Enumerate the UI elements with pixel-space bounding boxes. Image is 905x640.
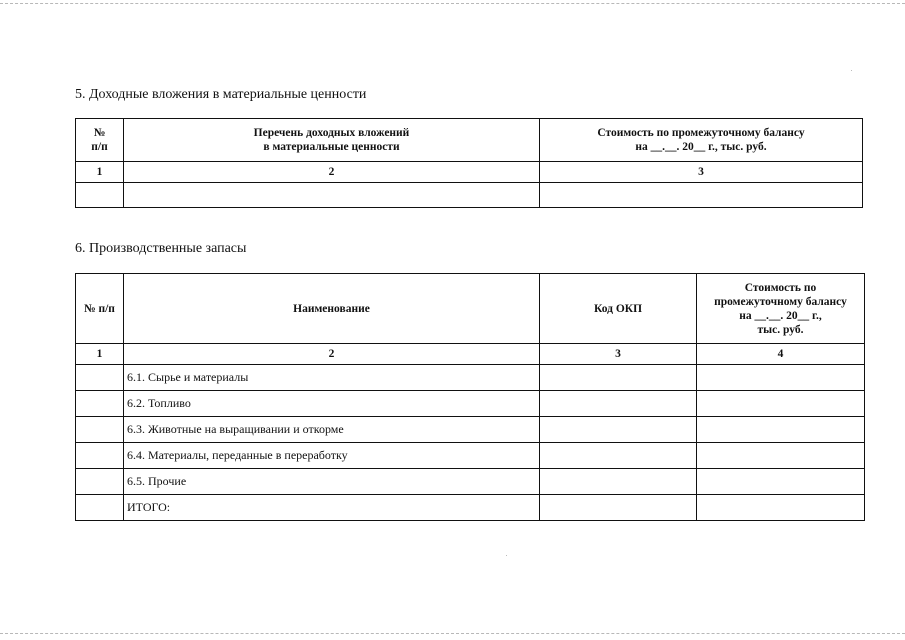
empty-cell [540,495,697,521]
header-line: промежуточному балансу [714,295,847,308]
header-line: на __.__. 20__ г., [739,309,822,322]
income-investments-table [75,118,863,208]
header-line: тыс. руб. [757,323,804,336]
table-row [76,443,865,469]
section-5-title: 5. Доходные вложения в материальные ценности [75,87,367,102]
column-header-balance-value [697,274,865,344]
header-line: Перечень доходных вложений [253,127,410,139]
empty-cell [540,417,697,443]
column-header-number [76,119,124,162]
table-row [76,365,865,391]
empty-cell [124,183,540,208]
header-line: на __.__. 20__ г., тыс. руб. [635,141,767,153]
empty-cell [540,365,697,391]
empty-cell [76,417,124,443]
production-stocks-table [75,273,865,521]
header-line: Стоимость по [744,281,817,294]
column-header-okp-code: Код ОКП [540,274,697,344]
column-number: 2 [124,344,540,365]
table-header-row [76,119,863,162]
scan-speck [506,555,507,556]
empty-cell [540,469,697,495]
row-label: 6.1. Сырье и материалы [124,365,540,391]
row-label: 6.3. Животные на выращивании и откорме [124,417,540,443]
empty-cell [76,495,124,521]
row-label: 6.5. Прочие [124,469,540,495]
empty-cell [76,443,124,469]
empty-cell [697,391,865,417]
empty-cell [697,417,865,443]
empty-cell [540,183,863,208]
column-number: 1 [76,162,124,183]
empty-cell [76,469,124,495]
column-number: 4 [697,344,865,365]
column-number-row [76,344,865,365]
scan-top-edge [0,3,905,4]
empty-cell [697,365,865,391]
scan-speck [851,70,852,71]
table-row [76,391,865,417]
table-row [76,183,863,208]
header-line: в материальные ценности [263,141,400,153]
header-line: п/п [91,141,108,153]
scan-bottom-edge [0,633,905,634]
section-6-title: 6. Производственные запасы [75,241,247,256]
row-label: 6.4. Материалы, переданные в переработку [124,443,540,469]
row-label: 6.2. Топливо [124,391,540,417]
column-header-balance-value [540,119,863,162]
column-number: 3 [540,162,863,183]
empty-cell [76,183,124,208]
empty-cell [76,391,124,417]
column-number-row [76,162,863,183]
table-header-row [76,274,865,344]
column-header-number: № п/п [76,274,124,344]
column-number: 1 [76,344,124,365]
column-header-name: Наименование [124,274,540,344]
header-line: № [93,127,106,139]
column-number: 3 [540,344,697,365]
table-total-row [76,495,865,521]
empty-cell [697,443,865,469]
empty-cell [540,391,697,417]
empty-cell [76,365,124,391]
table-row [76,469,865,495]
column-header-investments-list [124,119,540,162]
empty-cell [540,443,697,469]
table-row [76,417,865,443]
empty-cell [697,495,865,521]
empty-cell [697,469,865,495]
header-line: Стоимость по промежуточному балансу [597,127,805,139]
total-label: ИТОГО: [124,495,540,521]
column-number: 2 [124,162,540,183]
